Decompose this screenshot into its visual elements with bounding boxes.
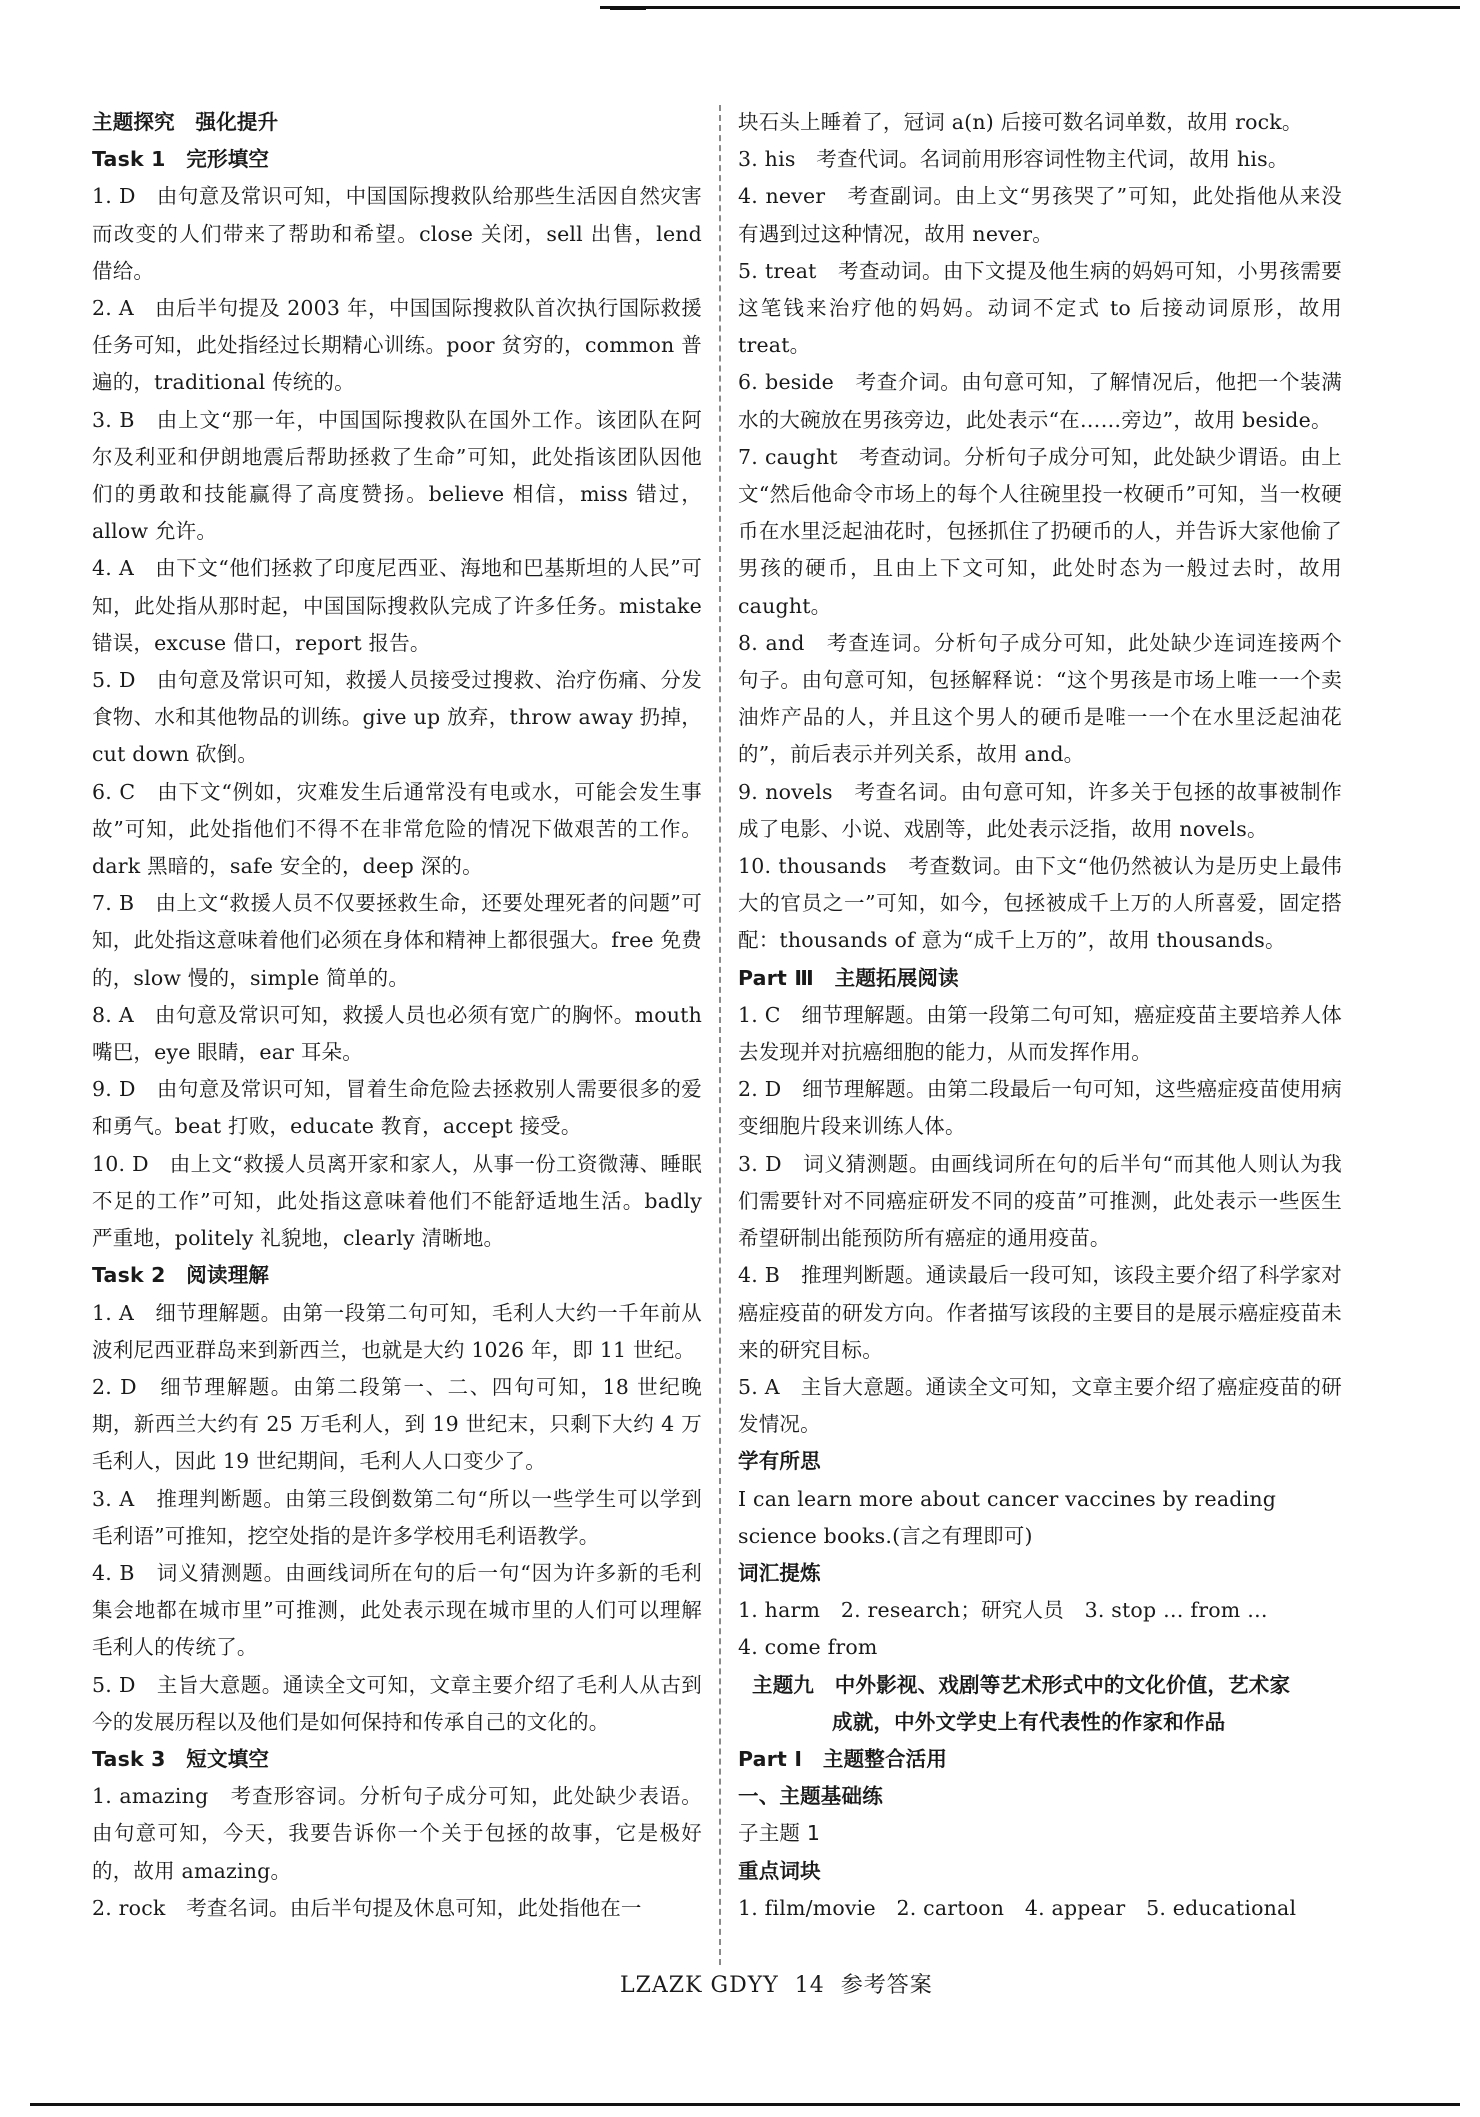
answer-item: 5. A 主旨大意题。通读全文可知，文章主要介绍了癌症疫苗的研发情况。 xyxy=(738,1374,1342,1437)
theme-heading-line2: 成就，中外文学史上有代表性的作家和作品 xyxy=(832,1709,1226,1734)
answer-item: 4. A 由下文“他们拯救了印度尼西亚、海地和巴基斯坦的人民”可知，此处指从那时起，中国国际搜救队完成了许多任务。mistake 错误，excuse 借口，report 报告。 xyxy=(92,556,702,655)
answer-item: 块石头上睡着了，冠词 a(n) 后接可数名词单数，故用 rock。 xyxy=(738,110,1303,134)
answer-item: 7. B 由上文“救援人员不仅要拯救生命，还要处理死者的问题”可知，此处指这意味着他们必须在身体和精神上都很强大。free 免费的，slow 慢的，simple 简单的。 xyxy=(92,891,702,990)
footer-code: LZAZK GDYY xyxy=(620,1973,779,1998)
footer-label: 参考答案 xyxy=(840,1973,933,1998)
answer-item: 8. and 考查连词。分析句子成分可知，此处缺少连词连接两个句子。由句意可知，包拯解释说：“这个男孩是市场上唯一一个卖油炸产品的人，并且这个男人的硬币是唯一一个在水里泛起油花的”，前后表示并列关系，故用 and。 xyxy=(738,630,1342,767)
answer-item: 5. D 主旨大意题。通读全文可知，文章主要介绍了毛利人从古到今的发展历程以及他们是如何保持和传承自己的文化的。 xyxy=(92,1672,702,1734)
answer-item: 10. D 由上文“救援人员离开家和家人，从事一份工资微薄、睡眠不足的工作”可知，此处指这意味着他们不能舒适地生活。badly 严重地，politely 礼貌地，clearly 清晰地。 xyxy=(92,1151,702,1251)
answer-item: 2. A 由后半句提及 2003 年，中国国际搜救队首次执行国际救援任务可知，此处指经过长期精心训练。poor 贫穷的，common 普遍的，traditional 传统的。 xyxy=(92,296,702,395)
part3-heading: Part Ⅲ 主题拓展阅读 xyxy=(738,965,959,990)
section-heading: 主题探究 强化提升 xyxy=(92,110,279,134)
answer-item: 2. rock 考查名词。由后半句提及休息可知，此处指他在一 xyxy=(92,1895,642,1920)
reflection-heading: 学有所思 xyxy=(738,1449,821,1474)
answer-item: 3. A 推理判断题。由第三段倒数第二句“所以一些学生可以学到毛利语”可推知，挖空处指的是许多学校用毛利语教学。 xyxy=(92,1486,702,1548)
task3-heading: Task 3 短文填空 xyxy=(92,1746,270,1771)
header-rule xyxy=(600,6,1460,9)
part1-heading: Part Ⅰ 主题整合活用 xyxy=(738,1746,948,1771)
answer-item: 1. A 细节理解题。由第一段第二句可知，毛利人大约一千年前从波利尼西亚群岛来到新西兰，也就是大约 1026 年，即 11 世纪。 xyxy=(92,1300,702,1362)
answer-item: 3. his 考查代词。名词前用形容词性物主代词，故用 his。 xyxy=(738,147,1289,172)
key-vocab-heading: 重点词块 xyxy=(738,1858,821,1883)
answer-item: 4. B 词义猜测题。由画线词所在句的后一句“因为许多新的毛利集会地都在城市里”可推测，此处表示现在城市里的人们可以理解毛利人的传统了。 xyxy=(92,1560,702,1660)
answer-item: 5. treat 考查动词。由下文提及他生病的妈妈可知，小男孩需要这笔钱来治疗他的妈妈。动词不定式 to 后接动词原形，故用 treat。 xyxy=(738,258,1342,358)
answer-item: 1. C 细节理解题。由第一段第二句可知，癌症疫苗主要培养人体去发现并对抗癌细胞的能力，从而发挥作用。 xyxy=(738,1002,1342,1065)
task1-heading: Task 1 完形填空 xyxy=(92,147,270,172)
answer-item: 4. never 考查副词。由上文“男孩哭了”可知，此处指他从来没有遇到过这种情况，故用 never。 xyxy=(738,184,1342,246)
answer-item: 8. A 由句意及常识可知，救援人员也必须有宽广的胸怀。mouth 嘴巴，eye 眼睛，ear 耳朵。 xyxy=(92,1002,702,1065)
footer-rule xyxy=(30,2103,1460,2106)
answer-item: 10. thousands 考查数词。由下文“他仍然被认为是历史上最伟大的官员之一”可知，如今，包拯被成千上万的人所喜爱，固定搭配：thousands of 意为“成千上万的”，故用 thousands。 xyxy=(738,854,1342,953)
page-footer xyxy=(620,1968,933,1999)
vocab-extract-heading: 词汇提炼 xyxy=(738,1560,821,1585)
right-column xyxy=(738,104,1342,1927)
reflection-text: I can learn more about cancer vaccines by reading science books.(言之有理即可) xyxy=(738,1486,1277,1548)
answer-item: 9. novels 考查名词。由句意可知，许多关于包拯的故事被制作成了电影、小说、戏剧等，此处表示泛指，故用 novels。 xyxy=(738,779,1342,841)
answer-item: 3. B 由上文“那一年，中国国际搜救队在国外工作。该团队在阿尔及利亚和伊朗地震后帮助拯救了生命”可知，此处指该团队因他们的勇敢和技能赢得了高度赞扬。believe 相信，miss 错过，allow 允许。 xyxy=(92,407,702,544)
theme-heading xyxy=(738,1667,1342,1741)
answer-item: 2. D 细节理解题。由第二段最后一句可知，这些癌症疫苗使用病变细胞片段来训练人体。 xyxy=(738,1077,1342,1139)
answer-item: 7. caught 考查动词。分析句子成分可知，此处缺少谓语。由上文“然后他命令市场上的每个人往碗里投一枚硬币”可知，当一枚硬币在水里泛起油花时，包拯抓住了扔硬币的人，并告诉大家他偷了男孩的硬币，且由上下文可知，此处时态为一般过去时，故用 caught。 xyxy=(738,444,1342,618)
theme-heading-line1: 主题九 中外影视、戏剧等艺术形式中的文化价值，艺术家 xyxy=(752,1672,1291,1697)
answer-item: 9. D 由句意及常识可知，冒着生命危险去拯救别人需要很多的爱和勇气。beat 打败，educate 教育，accept 接受。 xyxy=(92,1077,702,1139)
basic-practice-heading: 一、主题基础练 xyxy=(738,1784,883,1809)
page-number: 14 xyxy=(794,1973,825,1998)
answer-item: 6. C 由下文“例如，灾难发生后通常没有电或水，可能会发生事故”可知，此处指他们不得不在非常危险的情况下做艰苦的工作。dark 黑暗的，safe 安全的，deep 深的。 xyxy=(92,779,702,879)
column-divider xyxy=(719,105,721,1965)
left-column xyxy=(92,104,702,1927)
subtopic-heading: 子主题 1 xyxy=(738,1821,821,1846)
key-vocab-items: 1. film/movie 2. cartoon 4. appear 5. educational xyxy=(738,1895,1297,1920)
answer-item: 1. D 由句意及常识可知，中国国际搜救队给那些生活因自然灾害而改变的人们带来了帮助和希望。close 关闭，sell 出售，lend 借给。 xyxy=(92,184,702,283)
answer-item: 4. B 推理判断题。通读最后一段可知，该段主要介绍了科学家对癌症疫苗的研发方向。作者描写该段的主要目的是展示癌症疫苗未来的研究目标。 xyxy=(738,1263,1342,1362)
task2-heading: Task 2 阅读理解 xyxy=(92,1263,270,1288)
answer-item: 6. beside 考查介词。由句意可知，了解情况后，他把一个装满水的大碗放在男孩旁边，此处表示“在……旁边”，故用 beside。 xyxy=(738,370,1342,432)
answer-item: 3. D 词义猜测题。由画线词所在句的后半句“而其他人则认为我们需要针对不同癌症研发不同的疫苗”可推测，此处表示一些医生希望研制出能预防所有癌症的通用疫苗。 xyxy=(738,1151,1342,1251)
answer-item: 2. D 细节理解题。由第二段第一、二、四句可知，18 世纪晚期，新西兰大约有 25 万毛利人，到 19 世纪末，只剩下大约 4 万毛利人，因此 19 世纪期间，毛利人人口变少了。 xyxy=(92,1374,702,1474)
answer-item: 5. D 由句意及常识可知，救援人员接受过搜救、治疗伤痛、分发食物、水和其他物品的训练。give up 放弃，throw away 扔掉，cut down 砍倒。 xyxy=(92,668,702,767)
vocab-extract-line: 4. come from xyxy=(738,1635,878,1660)
vocab-extract-line: 1. harm 2. research；研究人员 3. stop … from … xyxy=(738,1598,1268,1623)
answer-item: 1. amazing 考查形容词。分析句子成分可知，此处缺少表语。由句意可知，今天，我要告诉你一个关于包拯的故事，它是极好的，故用 amazing。 xyxy=(92,1784,702,1883)
